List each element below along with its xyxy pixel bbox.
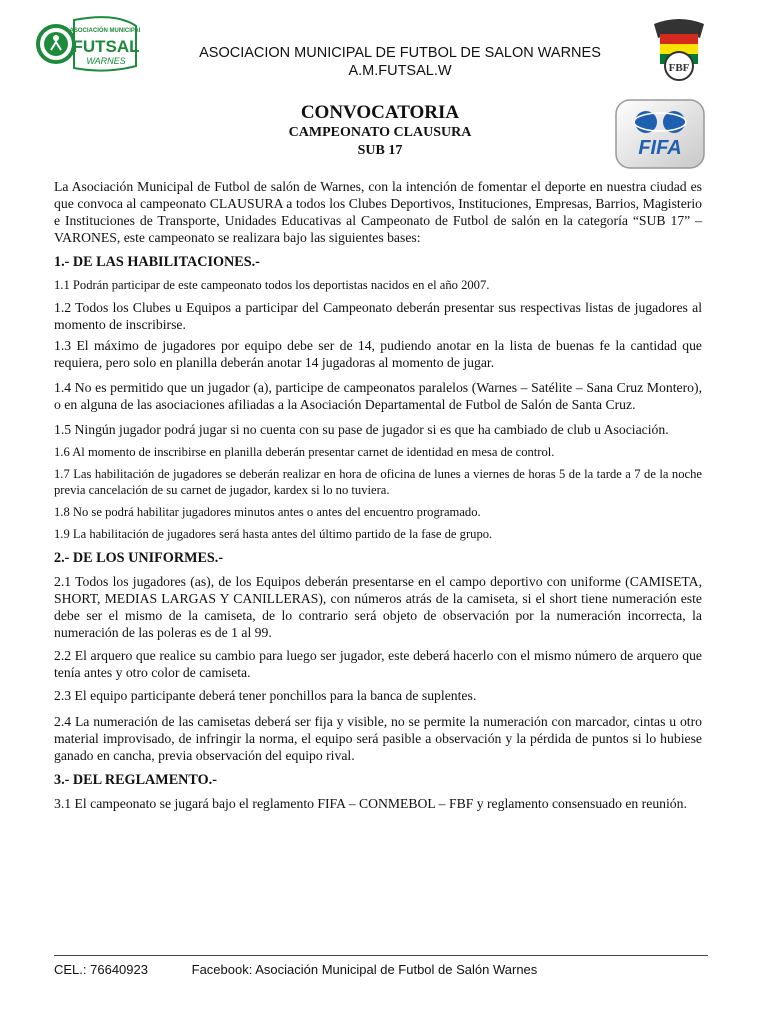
clause-1-2: 1.2 Todos los Clubes u Equipos a participar del Campeonato deberán presentar sus respectivas listas de jugadores al momento de inscribirse. xyxy=(54,300,702,332)
footer-facebook: Facebook: Asociación Municipal de Futbol de Salón Warnes xyxy=(191,962,538,977)
footer xyxy=(54,962,537,977)
svg-text:FBF: FBF xyxy=(668,62,690,74)
svg-text:FIFA: FIFA xyxy=(638,137,682,159)
clause-3-1: 3.1 El campeonato se jugará bajo el reglamento FIFA – CONMEBOL – FBF y reglamento consensuado en reunión. xyxy=(54,796,687,811)
clause-1-5: 1.5 Ningún jugador podrá jugar si no cuenta con su pase de jugador si es que ha cambiado de club u Asociación. xyxy=(54,422,669,437)
clause-2-2: 2.2 El arquero que realice su cambio para luego ser jugador, este deberá hacerlo con el mismo número de arquero que tenía antes y otro color de camiseta. xyxy=(54,648,702,680)
section2-heading: 2.- DE LOS UNIFORMES.- xyxy=(54,550,224,566)
clause-2-3: 2.3 El equipo participante deberá tener ponchillos para la banca de suplentes. xyxy=(54,688,477,703)
clause-1-7: 1.7 Las habilitación de jugadores se deberán realizar en hora de oficina de lunes a viernes de horas 5 de la tarde a 7 de la noche previa cancelación de su carnet de jugador, kardex si lo no tuviera. xyxy=(54,467,702,497)
fifa-logo xyxy=(612,96,708,172)
title-sub2: SUB 17 xyxy=(357,143,403,158)
clause-1-6: 1.6 Al momento de inscribirse en planilla deberán presentar carnet de identidad en mesa de control. xyxy=(54,445,555,459)
futsal-warnes-logo xyxy=(36,12,140,76)
document-title xyxy=(250,102,510,160)
clause-1-1: 1.1 Podrán participar de este campeonato todos los deportistas nacidos en el año 2007. xyxy=(54,278,490,292)
title-sub1: CAMPEONATO CLAUSURA xyxy=(288,125,472,140)
clause-2-1: 2.1 Todos los jugadores (as), de los Equipos deberán presentarse en el campo deportivo con uniforme (CAMISETA, SHORT, MEDIAS LARGAS Y CANILLERAS), con números atrás de la camiseta, si el short tiene numeración este debe ser el mismo de la camiseta, de lo contrario será objeto de observación por la numeración incorrecta, la numeración de las poleras es de 1 al 99. xyxy=(54,574,702,640)
clause-1-4: 1.4 No es permitido que un jugador (a), participe de campeonatos paralelos (Warnes – Satélite – Sana Cruz Montero), o en alguna de las asociaciones afiliadas a la Asociación Departamental de Futbol de Salón de Santa Cruz. xyxy=(54,380,702,412)
clause-1-8: 1.8 No se podrá habilitar jugadores minutos antes o antes del encuentro programado. xyxy=(54,505,481,519)
document-body xyxy=(54,178,702,812)
clause-1-9: 1.9 La habilitación de jugadores será hasta antes del último partido de la fase de grupo. xyxy=(54,527,493,541)
footer-divider xyxy=(54,955,708,956)
footer-phone: CEL.: 76640923 xyxy=(54,962,148,977)
header-line1: ASOCIACION MUNICIPAL DE FUTBOL DE SALON WARNES xyxy=(199,45,601,61)
clause-1-3: 1.3 El máximo de jugadores por equipo debe ser de 14, pudiendo anotar en la lista de buenas fe la cantidad que requiera, pero solo en planilla deberán anotar 14 jugadoras al momento de jugar. xyxy=(54,338,702,370)
svg-text:WARNES: WARNES xyxy=(86,56,126,66)
svg-text:ASOCIACIÓN MUNICIPAL: ASOCIACIÓN MUNICIPAL xyxy=(69,28,140,34)
svg-text:FUTSAL: FUTSAL xyxy=(72,37,140,56)
section3-heading: 3.- DEL REGLAMENTO.- xyxy=(54,772,217,788)
association-header xyxy=(140,44,660,80)
title-main: CONVOCATORIA xyxy=(300,102,460,123)
section1-heading: 1.- DE LAS HABILITACIONES.- xyxy=(54,254,260,270)
intro-paragraph: La Asociación Municipal de Futbol de salón de Warnes, con la intención de fomentar el deporte en nuestra ciudad es que convoca al campeonato CLAUSURA a todos los Clubes Deportivos, Instituciones, Empresas, Barrios, Magisterio e Instituciones de Transporte, Unidades Educativas al Campeonato de Futbol de salón en la categoría “SUB 17” – VARONES, este campeonato se realizara bajo las siguientes bases: xyxy=(54,179,702,245)
clause-2-4: 2.4 La numeración de las camisetas deberá ser fija y visible, no se permite la numeración con marcador, cintas u otro material improvisado, de infringir la norma, el equipo será pasible a observación y la pérdida de puntos si lo hubiese ganado en cancha, previa observación del equipo rival. xyxy=(54,714,702,763)
header-line2: A.M.FUTSAL.W xyxy=(348,63,452,79)
